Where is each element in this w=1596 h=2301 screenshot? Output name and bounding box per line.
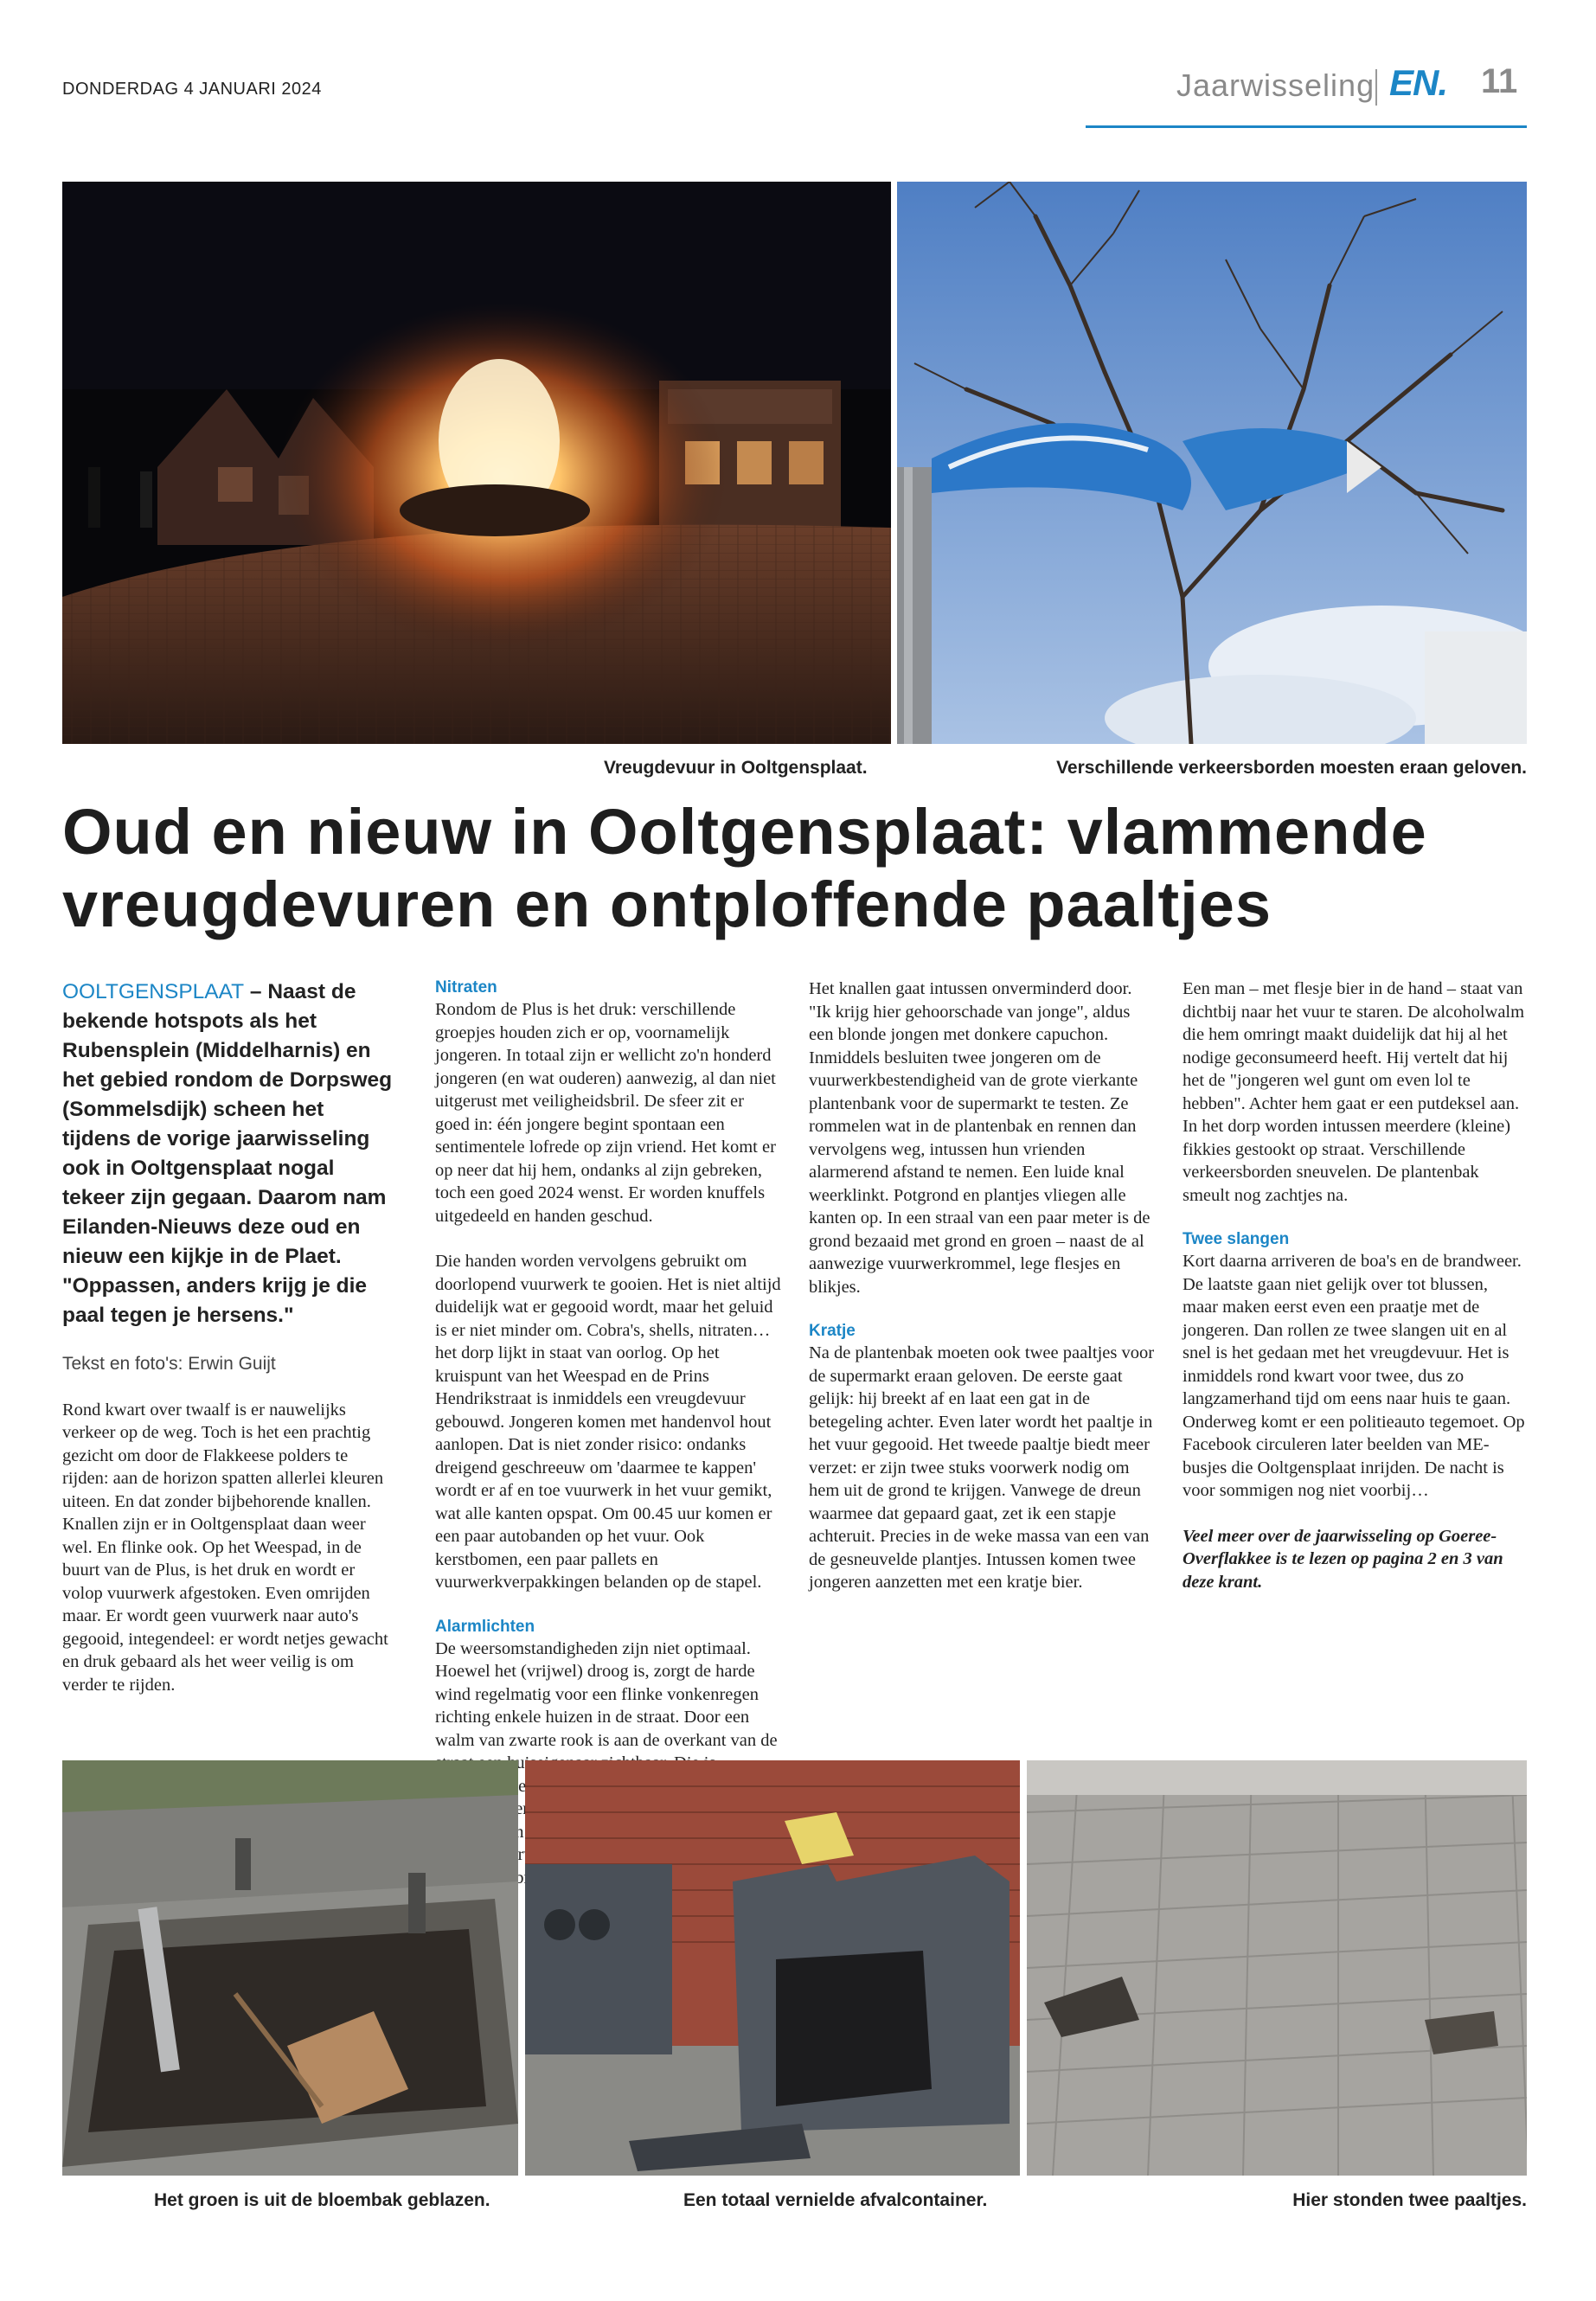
paragraph-3: Die handen worden vervolgens gebruikt om doorlopend vuurwerk te gooien. Het is niet altijd duidelijk wat er gegooid wordt, maar het geluid is er niet minder om. Cobra's, shells, nitraten… het dorp lijkt in staat van oorlog. Op het kruispunt van het Weespad en de Prins Hendrikstraat is inmiddels een vreugdevuur gebouwd. Jongeren komen met handenvol hout aanlopen. Dat is niet zonder risico: ondanks dreigend geschreeuw om 'daarmee te kappen' wordt er af en toe vuurwerk in het vuur gemikt, wat alle kanten opspat. Om 00.45 uur komen er een paar autobanden op het vuur. Ook kerstbomen, een paar pallets en vuurwerkverpakkingen belanden op de stapel. [435, 1252, 781, 1592]
paragraph-4: De weersomstandigheden zijn niet optimaal. Hoewel het (vrijwel) droog is, zorgt de harde wind regelmatig voor een flinke vonkenregen richting enkele huizen in de straat. Door een walm van zwarte rook is aan de overkant van de [435, 1638, 778, 1750]
article-headline: Oud en nieuw in Ooltgensplaat: vlammende vreugdevuren en ontploffende paaltjes [62, 796, 1427, 940]
byline: Tekst en foto's: Erwin Guijt [62, 1354, 276, 1374]
header-divider [1375, 69, 1377, 106]
subhead-alarmlichten: Alarmlichten [435, 1617, 535, 1636]
paragraph-8: Kort daarna arriveren de boa's en de brandweer. De laatste gaan niet gelijk over tot blussen, maar maken eerst even een praatje met de jongeren. Dan rollen ze twee slangen uit en al snel is het gedaan met het vreugdevuur. Het is inmiddels rond kwart voor twee, dus zo langzamerhand tijd om eens naar huis te gaan. Onderweg komt er een politieauto tegemoet. Op Facebook circuleren later beelden van ME-busjes die Ooltgensplaat inrijden. De nacht is voor sommigen nog niet voorbij… [1183, 1252, 1525, 1500]
subhead-nitraten: Nitraten [435, 978, 497, 997]
caption-paving: Hier stonden twee paaltjes. [1292, 2190, 1527, 2210]
subhead-kratje: Kratje [809, 1322, 856, 1340]
caption-traffic-sign: Verschillende verkeersborden moesten eraan geloven. [1056, 758, 1527, 778]
article-column-4 [1183, 977, 1527, 1616]
photo-bonfire [62, 182, 891, 744]
paragraph-2: Rondom de Plus is het druk: verschillende groepjes houden zich er op, voornamelijk jongeren. In totaal zijn er wellicht zo'n honderd jongeren (en wat ouderen) aanwezig, al dan niet uitgerust met veiligheidsbril. De sfeer zit er goed in: één jongere begint spontaan een sentimentele lofrede op zijn vriend. Het komt er op neer dat hij hem, ondanks al zijn gebreken, toch een goed 2024 wenst. Er worden knuffels uitgedeeld en handen geschud. [435, 1000, 776, 1226]
section-label: Jaarwisseling [1176, 67, 1375, 103]
newspaper-logo: EN. [1389, 62, 1448, 103]
reference-note: Veel meer over de jaarwisseling op Goeree-Overflakkee is te lezen op pagina 2 en 3 van deze krant. [1183, 1526, 1503, 1592]
article-column-3 [809, 977, 1155, 1617]
subhead-twee-slangen: Twee slangen [1183, 1230, 1290, 1248]
dateline: OOLTGENSPLAAT [62, 980, 245, 1003]
intro-text: – Naast de bekende hotspots als het Rubensplein (Middelharnis) en het gebied rondom de Dorpsweg (Sommelsdijk) scheen het tijdens de vorige jaarwisseling ook in Ooltgensplaat nogal tekeer zijn gegaan. Daarom nam Eilanden-Nieuws deze oud en nieuw een kijkje in de Plaet. "Oppassen, anders krijg je die paal tegen je hersens." [62, 980, 393, 1327]
caption-container: Een totaal vernielde afvalcontainer. [683, 2190, 988, 2210]
paragraph-1: Rond kwart over twaalf is er nauwelijks verkeer op de weg. Toch is het een prachtig gezicht om door de Flakkeese polders te rijden: aan de horizon spatten allerlei kleuren uiteen. En dat zonder bijbehorende knallen. Knallen zijn er in Ooltgensplaat daan weer wel. En flinke ook. Op het Weespad, in de buurt van de Plus, is het druk en wordt er volop vuurwerk afgestoken. Even omrijden maar. Er wordt geen vuurwerk naar auto's gegooid, integendeel: er wordt netjes gewacht en druk gebaard als het weer veilig is om verder te rijden. [62, 1400, 388, 1695]
page-number: 11 [1481, 62, 1518, 100]
photo-paving [1027, 1760, 1527, 2176]
article-intro [62, 977, 398, 1330]
issue-date: DONDERDAG 4 JANUARI 2024 [62, 80, 322, 99]
paragraph-7: Een man – met flesje bier in de hand – staat van dichtbij naar het vuur te staren. De alcoholwalm die hem omringt maakt duidelijk dat hij al het nodige geconsumeerd heeft. Hij vertelt dat hij het de "jongeren wel gunt om even lol te hebben". Achter hem gaat er een putdeksel aan. In het dorp worden intussen meerdere (kleine) fikkies gestookt op straat. Verschillende verkeersborden sneuvelen. De plantenbak smeult nog zachtjes na. [1183, 979, 1525, 1205]
photo-traffic-sign [897, 182, 1527, 744]
article-column-1 [62, 977, 398, 1719]
paragraph-6: Na de plantenbak moeten ook twee paaltjes voor de supermarkt eraan geloven. De eerste gaat gelijk: hij breekt af en laat een gat in de betegeling achter. Even later wordt het paaltje in het vuur gegooid. Het tweede paaltje biedt meer verzet: er zijn twee stuks voorwerk nodig om hem uit de grond te krijgen. Vanwege de dreun waarmee dat gepaard gaat, zet ik een stapje achteruit. Precies in de weke massa van een van de gesneuvelde plantjes. Intussen komen twee jongeren aanzetten met een kratje bier. [809, 1343, 1155, 1592]
caption-bonfire: Vreugdevuur in Ooltgensplaat. [604, 758, 868, 778]
caption-planter: Het groen is uit de bloembak geblazen. [154, 2190, 490, 2210]
header-rule [1086, 125, 1527, 128]
photo-container [525, 1760, 1020, 2176]
paragraph-5: Het knallen gaat intussen onverminderd door. "Ik krijg hier gehoorschade van jonge", aldus een blonde jongen met donkere capuchon. Inmiddels besluiten twee jongeren om de vuurwerkbestendigheid van de grote vierkante plantenbank voor de supermarkt te testen. Ze rommelen wat in de plantenbak en rennen dan vervolgens weg, intussen hun vrienden alarmerend afstand te nemen. Een luide knal weerklinkt. Potgrond en plantjes vliegen alle kanten op. In een straal van een paar meter is de grond bezaaid met grond en groen – naast de al aanwezige vuurwerkrommel, lege flesjes en blikjes. [809, 979, 1151, 1297]
photo-planter [62, 1760, 518, 2176]
